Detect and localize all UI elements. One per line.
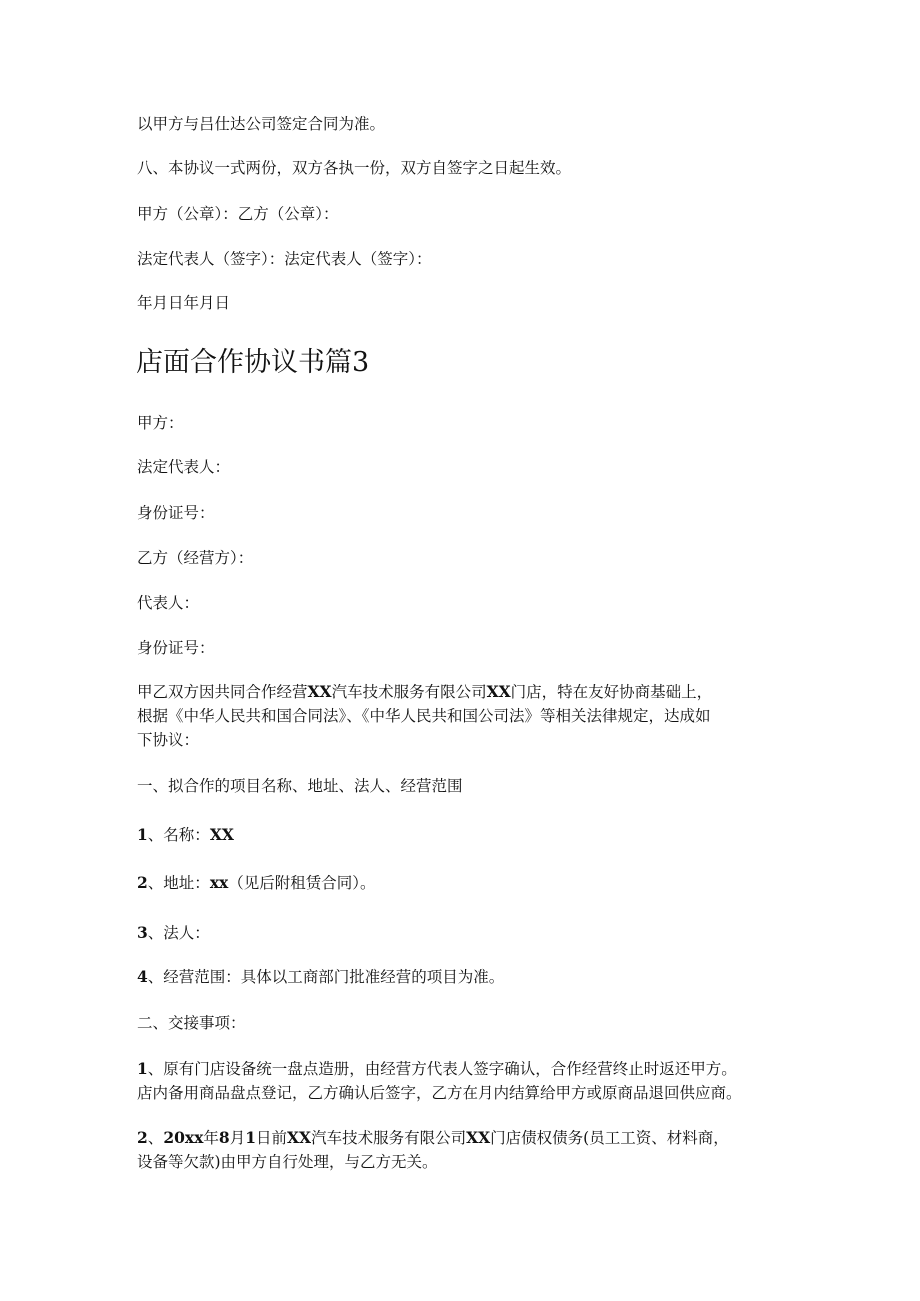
text-line: 法定代表人（签字）：法定代表人（签字）：: [137, 250, 432, 268]
text-line: 甲方（公章）：乙方（公章）：: [137, 205, 339, 223]
text-line: 年月日年月日: [137, 294, 231, 312]
field-label-party-b: 乙方（经营方）：: [137, 549, 254, 567]
section-title: 二、交接事项：: [137, 1014, 246, 1032]
list-item: 4、经营范围：具体以工商部门批准经营的项目为准。: [137, 967, 505, 986]
field-label-party-a: 甲方：: [137, 414, 184, 432]
clause-line: 2、20xx年8月1日前XX汽车技术服务有限公司XX门店债权债务(员工工资、材料商，: [137, 1128, 729, 1147]
clause-line: 设备等欠款)由甲方自行处理，与乙方无关。: [137, 1153, 438, 1171]
list-item: 3、法人：: [137, 923, 210, 942]
field-label-representative: 代表人：: [137, 594, 200, 612]
clause-line: 店内备用商品盘点登记，乙方确认后签字，乙方在月内结算给甲方或原商品退回供应商。: [137, 1084, 742, 1102]
intro-paragraph: [137, 680, 712, 752]
clause-paragraph: [137, 1057, 742, 1105]
list-item: 2、地址：xx（见后附租赁合同）。: [137, 873, 376, 892]
list-item: 1、名称：XX: [137, 825, 234, 844]
intro-line: 下协议：: [137, 731, 200, 749]
intro-line: 甲乙双方因共同合作经营XX汽车技术服务有限公司XX门店，特在友好协商基础上，: [137, 682, 713, 701]
intro-line: 根据《中华人民共和国合同法》、《中华人民共和国公司法》等相关法律规定，达成如: [137, 707, 711, 725]
field-label-id-number: 身份证号：: [137, 504, 215, 522]
field-label-id-number: 身份证号：: [137, 639, 215, 657]
text-line: 八、本协议一式两份，双方各执一份，双方自签字之日起生效。: [137, 159, 572, 177]
section-title: 一、拟合作的项目名称、地址、法人、经营范围: [137, 777, 463, 795]
text-line: 以甲方与吕仕达公司签定合同为准。: [137, 115, 386, 133]
section-heading: 店面合作协议书篇3: [136, 347, 370, 378]
clause-line: 1、原有门店设备统一盘点造册，由经营方代表人签字确认，合作经营终止时返还甲方。: [137, 1059, 737, 1078]
field-label-legal-rep: 法定代表人：: [137, 458, 231, 476]
clause-paragraph: [137, 1126, 729, 1174]
